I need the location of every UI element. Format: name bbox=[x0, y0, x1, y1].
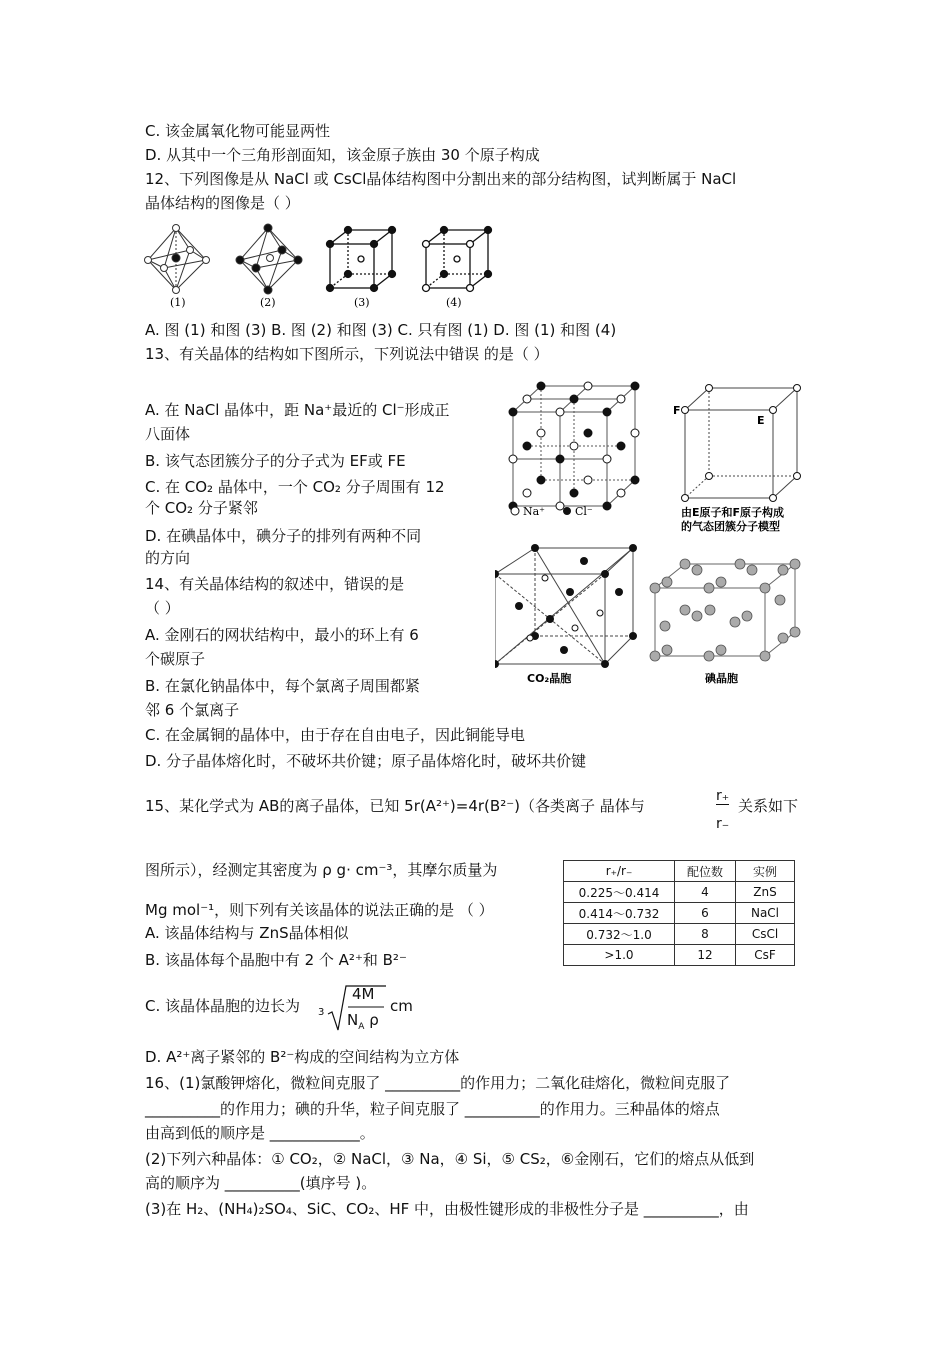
q13-crystal-figures bbox=[495, 378, 815, 688]
q13-option-d: D. 在碘晶体中，碘分子的排列有两种不同 bbox=[145, 527, 422, 545]
q16-part1: 16、(1)氯酸钾熔化，微粒间克服了 __________的作用力；二氧化硅熔化，微粒间克服了 bbox=[145, 1074, 731, 1092]
q11-option-d: D. 从其中一个三角形剖面知，该金原子族由 30 个原子构成 bbox=[145, 146, 540, 164]
q15-option-c: C. 该晶体晶胞的边长为 bbox=[145, 997, 301, 1015]
root-den-n: N bbox=[347, 1011, 359, 1029]
q14-stem: 14、有关晶体结构的叙述中，错误的是 bbox=[145, 575, 405, 593]
table-row bbox=[564, 945, 795, 966]
q14-option-d: D. 分子晶体熔化时，不破坏共价键；原子晶体熔化时，破坏共价键 bbox=[145, 752, 587, 770]
table-cell: 6 bbox=[675, 903, 736, 924]
table-cell: 0.225～0.414 bbox=[564, 882, 675, 903]
table-cell: 8 bbox=[675, 924, 736, 945]
table-header: 实例 bbox=[736, 861, 795, 882]
cluster-cube bbox=[685, 388, 797, 498]
cluster-caption: 由E原子和F原子构成 bbox=[681, 506, 785, 519]
fig-label-1: (1) bbox=[170, 296, 186, 309]
q16-part2: (2)下列六种晶体：① CO₂，② NaCl，③ Na，④ Si，⑤ CS₂，⑥金刚石，它们的熔点从低到 bbox=[145, 1150, 755, 1168]
q14-option-b-cont: 邻 6 个氯离子 bbox=[145, 701, 240, 719]
legend-cl: Cl⁻ bbox=[575, 505, 593, 518]
legend-cl-marker bbox=[563, 507, 571, 515]
atom-label-f: F bbox=[673, 404, 681, 417]
iodine-caption: 碘晶胞 bbox=[705, 672, 738, 685]
q13-option-b: B. 该气态团簇分子的分子式为 EF或 FE bbox=[145, 452, 406, 470]
q12-options: A. 图 (1) 和图 (3) B. 图 (2) 和图 (3) C. 只有图 (1) D. 图 (1) 和图 (4) bbox=[145, 321, 617, 339]
q13-stem: 13、有关晶体的结构如下图所示，下列说法中错误 的是（ ） bbox=[145, 345, 549, 363]
root-denominator bbox=[347, 1010, 379, 1037]
q13-option-d-cont: 的方向 bbox=[145, 549, 191, 567]
q14-option-b: B. 在氯化钠晶体中，每个氯离子周围都紧 bbox=[145, 677, 420, 695]
q15-option-a: A. 该晶体结构与 ZnS晶体相似 bbox=[145, 924, 349, 942]
table-cell: 0.732～1.0 bbox=[564, 924, 675, 945]
q14-stem-cont: （ ） bbox=[145, 599, 180, 617]
fig-label-2: (2) bbox=[260, 296, 276, 309]
q15-stem-line2: 图所示），经测定其密度为 ρ g· cm⁻³，其摩尔质量为 bbox=[145, 861, 498, 879]
q16-part3: (3)在 H₂、(NH₄)₂SO₄、SiC、CO₂、HF 中，由极性键形成的非极性分子是 __________，由 bbox=[145, 1200, 749, 1218]
ratio-denominator: r₋ bbox=[716, 816, 730, 832]
co2-caption: CO₂晶胞 bbox=[527, 672, 572, 685]
q15-option-d: D. A²⁺离子紧邻的 B²⁻构成的空间结构为立方体 bbox=[145, 1048, 460, 1066]
fig3-cube bbox=[327, 227, 396, 292]
q15-stem: 15、某化学式为 AB的离子晶体，已知 5r(A²⁺)=4r(B²⁻)（各类离子 晶体与 bbox=[145, 797, 645, 815]
q13-option-a-cont: 八面体 bbox=[145, 425, 191, 443]
q15-stem-tail: 关系如下 bbox=[738, 797, 799, 815]
fig-label-3: (3) bbox=[354, 296, 370, 309]
q13-option-c: C. 在 CO₂ 晶体中，一个 CO₂ 分子周围有 12 bbox=[145, 478, 445, 496]
q11-option-c: C. 该金属氧化物可能显两性 bbox=[145, 122, 331, 140]
q13-option-c-cont: 个 CO₂ 分子紧邻 bbox=[145, 499, 258, 517]
table-cell: 0.414～0.732 bbox=[564, 903, 675, 924]
root-den-sub: A bbox=[358, 1022, 365, 1032]
table-cell: CsF bbox=[736, 945, 795, 966]
table-header: 配位数 bbox=[675, 861, 736, 882]
atom-label-e: E bbox=[757, 414, 765, 427]
q12-structure-figures bbox=[140, 220, 510, 312]
cube-root-index: 3 bbox=[318, 1007, 325, 1018]
radius-ratio-table bbox=[563, 860, 795, 966]
root-den-rho: ρ bbox=[369, 1011, 379, 1029]
root-unit: cm bbox=[390, 997, 413, 1015]
q15-option-b: B. 该晶体每个晶胞中有 2 个 A²⁺和 B²⁻ bbox=[145, 951, 407, 969]
q12-stem-cont: 晶体结构的图像是（ ） bbox=[145, 194, 300, 212]
root-numerator: 4M bbox=[352, 985, 375, 1003]
ratio-numerator: r₊ bbox=[716, 788, 730, 804]
fig4-cube bbox=[423, 227, 492, 292]
q14-option-c: C. 在金属铜的晶体中，由于存在自由电子，因此铜能导电 bbox=[145, 726, 526, 744]
table-cell: 4 bbox=[675, 882, 736, 903]
q16-part1-end: 由高到低的顺序是 ____________。 bbox=[145, 1124, 375, 1142]
table-cell: >1.0 bbox=[564, 945, 675, 966]
iodine-unit-cell bbox=[655, 564, 795, 656]
legend-na-marker bbox=[511, 507, 519, 515]
fig-label-4: (4) bbox=[446, 296, 462, 309]
nacl-atoms bbox=[509, 382, 639, 510]
table-cell: CsCl bbox=[736, 924, 795, 945]
q13-option-a: A. 在 NaCl 晶体中，距 Na⁺最近的 Cl⁻形成正 bbox=[145, 401, 450, 419]
table-cell: NaCl bbox=[736, 903, 795, 924]
fig2-octahedron bbox=[236, 224, 302, 294]
fig1-octahedron bbox=[145, 225, 210, 294]
table-cell: ZnS bbox=[736, 882, 795, 903]
cluster-caption-cont: 的气态团簇分子模型 bbox=[681, 520, 780, 533]
q16-part2-cont: 高的顺序为 __________(填序号 )。 bbox=[145, 1174, 377, 1192]
table-row bbox=[564, 924, 795, 945]
q12-stem: 12、下列图像是从 NaCl 或 CsCl晶体结构图中分割出来的部分结构图，试判断属于 NaCl bbox=[145, 170, 737, 188]
q15-stem-line3: Mg mol⁻¹，则下列有关该晶体的说法正确的是 （ ） bbox=[145, 901, 494, 919]
table-header: r₊/r₋ bbox=[564, 861, 675, 882]
q16-part1-cont: __________的作用力；碘的升华，粒子间克服了 __________的作用力。三种晶体的熔点 bbox=[145, 1100, 720, 1118]
legend-na: Na⁺ bbox=[523, 505, 545, 518]
q14-option-a-cont: 个碳原子 bbox=[145, 650, 206, 668]
q14-option-a: A. 金刚石的网状结构中，最小的环上有 6 bbox=[145, 626, 419, 644]
table-row bbox=[564, 903, 795, 924]
table-cell: 12 bbox=[675, 945, 736, 966]
table-row bbox=[564, 882, 795, 903]
